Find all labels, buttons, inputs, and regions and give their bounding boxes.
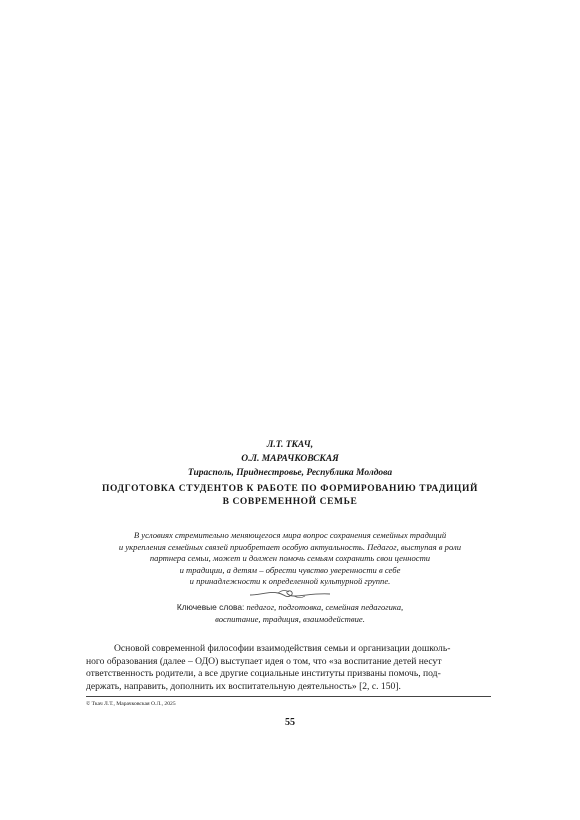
author-affiliation: Тирасполь, Приднестровье, Республика Молдова bbox=[187, 468, 393, 478]
title-line: В СОВРЕМЕННОЙ СЕМЬЕ bbox=[222, 497, 358, 507]
abstract-line: партнера семьи, может и должен помочь семьям сохранить свои ценности bbox=[149, 553, 431, 564]
keywords-text: педагог, подготовка, семейная педагогика, bbox=[246, 602, 404, 612]
article-title bbox=[0, 483, 580, 509]
abstract-line: В условиях стремительно меняющегося мира вопрос сохранения семейных традиций bbox=[133, 530, 447, 540]
author-name: Л.Т. ТКАЧ, bbox=[266, 440, 314, 450]
body-line: ответственность родители, а все другие социальные институты призваны помочь, под- bbox=[86, 668, 441, 680]
keywords-text: воспитание, традиция, взаимодействие. bbox=[215, 614, 365, 624]
author-name: О.Л. МАРАЧКОВСКАЯ bbox=[241, 454, 339, 464]
flourish-ornament-icon bbox=[248, 587, 332, 601]
keywords bbox=[0, 601, 580, 625]
body-paragraph bbox=[86, 643, 491, 693]
abstract bbox=[0, 530, 580, 588]
title-line: ПОДГОТОВКА СТУДЕНТОВ К РАБОТЕ ПО ФОРМИРОВАНИЮ ТРАДИЦИЙ bbox=[102, 484, 478, 494]
page-number: 55 bbox=[285, 717, 295, 728]
keywords-label: Ключевые слова: bbox=[176, 602, 245, 612]
abstract-line: и традиции, а детям – обрести чувство уверенности в себе bbox=[179, 564, 401, 575]
abstract-line: и укрепления семейных связей приобретает особую актуальность. Педагог, выступая в роли bbox=[118, 541, 462, 552]
body-line: держать, направить, дополнить их воспитательную деятельность» [2, с. 150]. bbox=[86, 680, 401, 692]
body-line: Основой современной философии взаимодействия семьи и организации дошколь- bbox=[114, 643, 451, 654]
author-block bbox=[0, 438, 580, 480]
body-line: ного образования (далее – ОДО) выступает идея о том, что «за воспитание детей несут bbox=[86, 655, 442, 667]
footnote-divider bbox=[86, 696, 491, 697]
copyright-notice: © Ткач Л.Т., Марачковская О.Л., 2025 bbox=[86, 701, 176, 707]
abstract-line: и принадлежности к определенной культурной группе. bbox=[189, 576, 391, 587]
